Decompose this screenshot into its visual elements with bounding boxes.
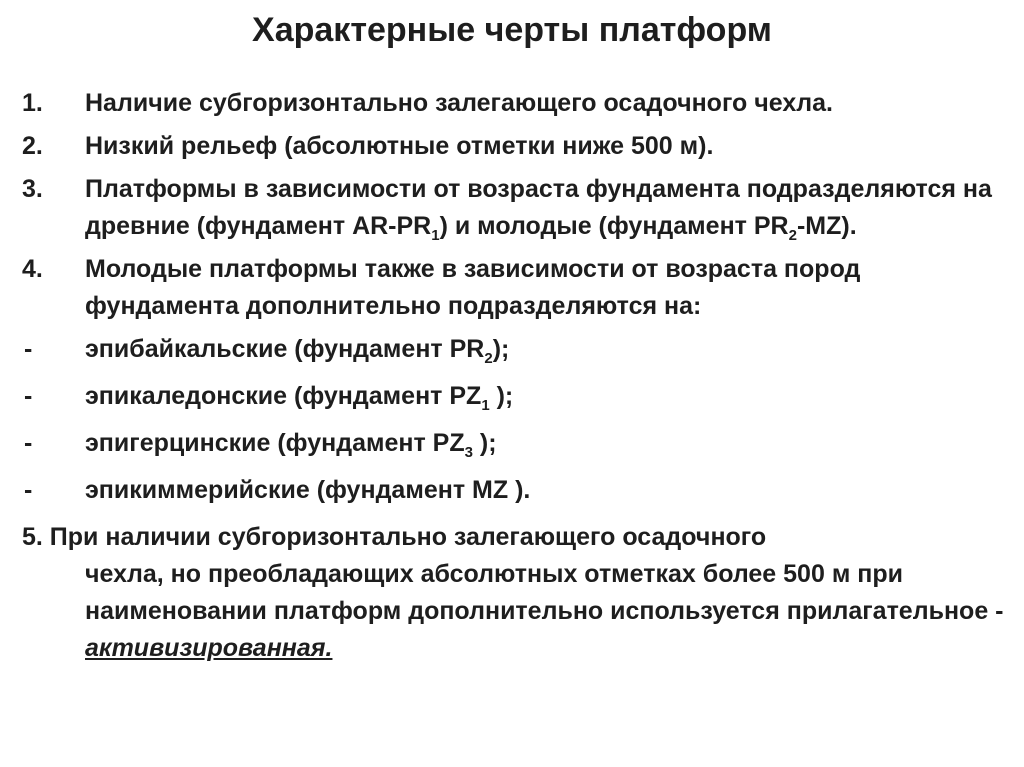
sublist-item-text [22,472,1012,509]
sublist-item-3 [22,425,1012,462]
list-marker: 3. [22,175,43,203]
list-item-text: Молодые платформы также в зависимости от возраста пород фундамента дополнительно подразделяются на: [85,255,861,320]
text-part: ); [472,429,497,457]
list-item-2 [22,128,1012,165]
text-continuation [22,556,1012,667]
sublist-item-1 [22,331,1012,368]
sublist-item-text [22,425,1012,462]
text-part: ) и молодые (фундамент PR [439,212,789,240]
accent-term: активизированная. [85,634,333,662]
list-item-3 [22,171,1012,245]
text-part: эпикаледонские (фундамент PZ [85,382,482,410]
text-part: чехла, но преобладающих абсолютных отметках более 500 м при наименовании платформ дополнительно используется прилагательное - [85,560,1004,625]
dash-marker: - [24,429,33,457]
list-item-1 [22,85,1012,122]
list-item-5 [22,519,1012,667]
list-marker: 4. [22,255,43,283]
subscript: 2 [484,350,493,367]
sublist-item-4 [22,472,1012,509]
text-part: -MZ). [796,212,857,240]
sublist-item-text [22,331,1012,368]
subscript: 2 [788,227,797,244]
text-part: эпигерцинские (фундамент PZ [85,429,465,457]
list-item-4 [22,251,1012,325]
text-part: 5. При наличии субгоризонтально залегающего осадочного [22,523,767,551]
text-part: ); [492,335,510,363]
list-marker: 2. [22,132,43,160]
dash-marker: - [24,335,33,363]
text-part: Платформы в зависимости от возраста фундамента подразделяются на древние (фундамент AR-PR [85,175,992,240]
sublist-item-text [22,378,1012,415]
dash-marker: - [24,382,33,410]
sublist-item-2 [22,378,1012,415]
list-item-text [22,519,1012,667]
subscript: 1 [431,227,440,244]
text-part: эпикиммерийские (фундамент MZ ). [85,476,531,504]
list-item-text: Наличие субгоризонтально залегающего осадочного чехла. [85,89,833,117]
subscript: 1 [481,397,490,414]
list-item-text [22,171,1012,245]
list-item-text: Низкий рельеф (абсолютные отметки ниже 500 м). [85,132,714,160]
text-part: эпибайкальские (фундамент PR [85,335,485,363]
text-part: ); [489,382,514,410]
subscript: 3 [464,444,473,461]
list-marker: 1. [22,89,43,117]
dash-marker: - [24,476,33,504]
slide-title: Характерные черты платформ [252,11,772,49]
feature-list [22,85,1012,673]
